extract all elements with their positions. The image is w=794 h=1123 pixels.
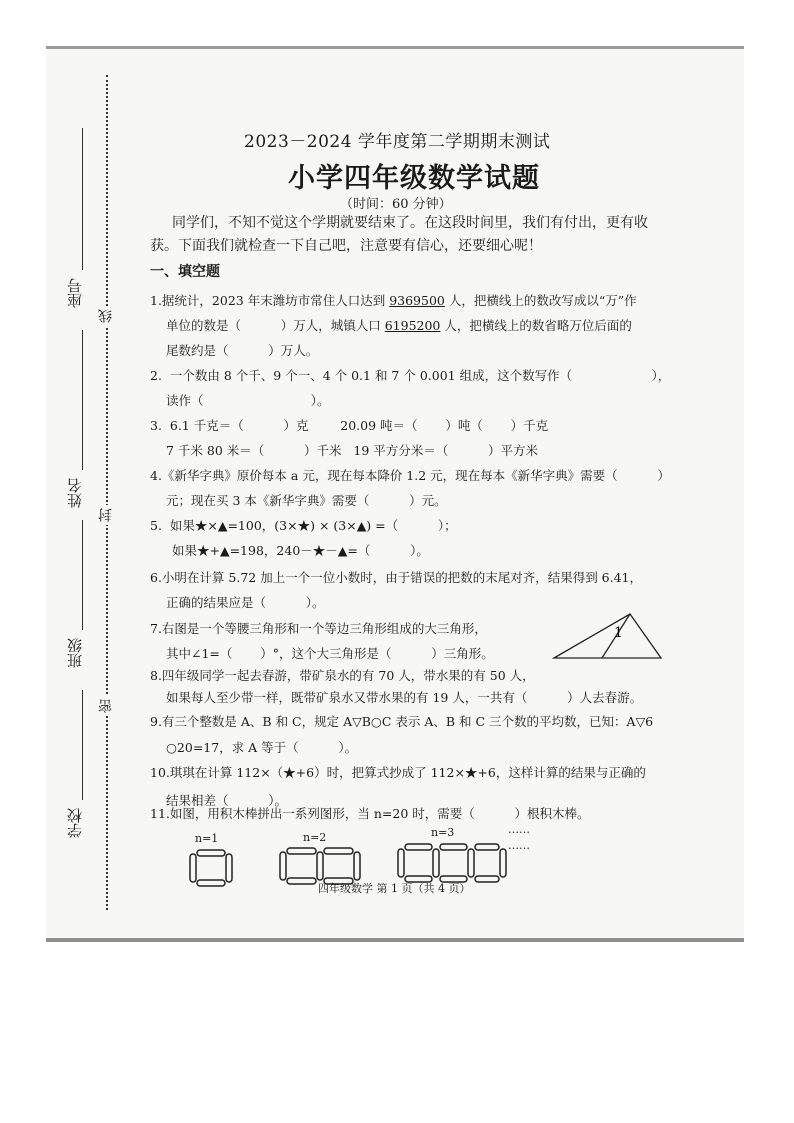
question-11-line-1: 11.如图，用积木棒拼出一系列图形，当 n=20 时，需要（ ）根积木棒。 bbox=[150, 806, 590, 821]
school-field-label: 学校 bbox=[66, 808, 84, 838]
seal-mark-xian: 线 bbox=[96, 306, 116, 326]
question-7-line-2: 其中∠1=（ ）°，这个大三角形是（ ）三角形。 bbox=[166, 646, 494, 661]
paper-top-edge bbox=[46, 46, 744, 49]
question-10-line-1: 10.琪琪在计算 112×（★+6）时，把算式抄成了 112×★+6，这样计算的结果与正确的 bbox=[150, 765, 646, 780]
intro-paragraph: 同学们，不知不觉这个学期就要结束了。在这段时间里，我们有付出，更有收获。下面我们就检查一下自己吧，注意要有信心，还要细心呢！ bbox=[150, 215, 648, 254]
question-9-line-2: ○20=17，求 A 等于（ ）。 bbox=[166, 740, 358, 755]
page-footer: 四年级数学 第 1 页（共 4 页） bbox=[318, 882, 471, 895]
pattern-dots-1: …… bbox=[508, 823, 530, 836]
name-field-label: 姓名 bbox=[66, 478, 84, 508]
seat-field-label: 座号 bbox=[66, 278, 84, 308]
pattern-dots-2: …… bbox=[508, 839, 530, 852]
subject-title: 小学四年级数学试题 bbox=[288, 163, 540, 194]
triangle-figure bbox=[550, 610, 665, 662]
question-4-line-1: 4.《新华字典》原价每本 a 元，现在每本降价 1.2 元，现在每本《新华字典》需要（ ） bbox=[150, 468, 670, 483]
pattern-label-n1: n=1 bbox=[195, 832, 219, 845]
seal-mark-mi: 密 bbox=[96, 696, 116, 716]
class-underline bbox=[82, 520, 83, 630]
time-limit: （时间：60 分钟） bbox=[340, 197, 452, 212]
question-10-line-2: 结果相差（ ）。 bbox=[166, 793, 287, 808]
angle-1-label: 1 bbox=[614, 625, 623, 641]
question-7-line-1: 7.右图是一个等腰三角形和一个等边三角形组成的大三角形， bbox=[150, 621, 487, 636]
seal-dotted-line bbox=[106, 75, 108, 910]
class-field-label: 班级 bbox=[66, 638, 84, 668]
question-1-line-1: 1.据统计，2023 年末潍坊市常住人口达到 9369500 人，把横线上的数改写成以“万”作 bbox=[150, 293, 637, 308]
stick-pattern-n1 bbox=[188, 848, 234, 888]
question-6-line-2: 正确的结果应是（ ）。 bbox=[166, 595, 325, 610]
question-6-line-1: 6.小明在计算 5.72 加上一个一位小数时，由于错误的把数的末尾对齐，结果得到 6.41， bbox=[150, 570, 643, 585]
exam-title: 2023－2024 学年度第二学期期末测试 bbox=[244, 132, 551, 152]
question-3-line-2: 7 千米 80 米＝（ ）千米 19 平方分米＝（ ）平方米 bbox=[166, 443, 539, 458]
seal-mark-feng: 封 bbox=[96, 505, 116, 525]
question-8-line-1: 8.四年级同学一起去春游，带矿泉水的有 70 人，带水果的有 50 人， bbox=[150, 668, 535, 683]
name-underline bbox=[82, 330, 83, 470]
question-2-line-2: 读作（ ）。 bbox=[166, 393, 330, 408]
seat-underline bbox=[82, 128, 83, 270]
paper-bottom-edge bbox=[46, 938, 744, 942]
question-3-line-1: 3. 6.1 千克＝（ ）克 20.09 吨＝（ ）吨（ ）千克 bbox=[150, 418, 549, 433]
stick-pattern-n3 bbox=[396, 842, 508, 884]
section-title-fill-blank: 一、填空题 bbox=[150, 264, 220, 280]
question-1-line-3: 尾数约是（ ）万人。 bbox=[166, 343, 319, 358]
question-8-line-2: 如果每人至少带一样，既带矿泉水又带水果的有 19 人，一共有（ ）人去春游。 bbox=[166, 690, 643, 705]
question-5-line-2: 如果★+▲=198，240－★－▲=（ ）。 bbox=[172, 543, 429, 558]
question-9-line-1: 9.有三个整数是 A、B 和 C，规定 A▽B○C 表示 A、B 和 C 三个数的平均数，已知：A▽6 bbox=[150, 714, 654, 729]
question-5-line-1: 5. 如果★×▲=100，(3×★) × (3×▲) =（ ）； bbox=[150, 518, 457, 533]
question-2-line-1: 2. 一个数由 8 个千、9 个一、4 个 0.1 和 7 个 0.001 组成，这个数写作（ ）， bbox=[150, 368, 671, 383]
question-4-line-2: 元；现在买 3 本《新华字典》需要（ ）元。 bbox=[166, 493, 447, 508]
pattern-label-n3: n=3 bbox=[431, 826, 455, 839]
question-1-line-2: 单位的数是（ ）万人，城镇人口 6195200 人，把横线上的数省略万位后面的 bbox=[166, 318, 632, 333]
school-underline bbox=[82, 690, 83, 800]
large-triangle bbox=[554, 614, 661, 658]
pattern-label-n2: n=2 bbox=[303, 831, 327, 844]
